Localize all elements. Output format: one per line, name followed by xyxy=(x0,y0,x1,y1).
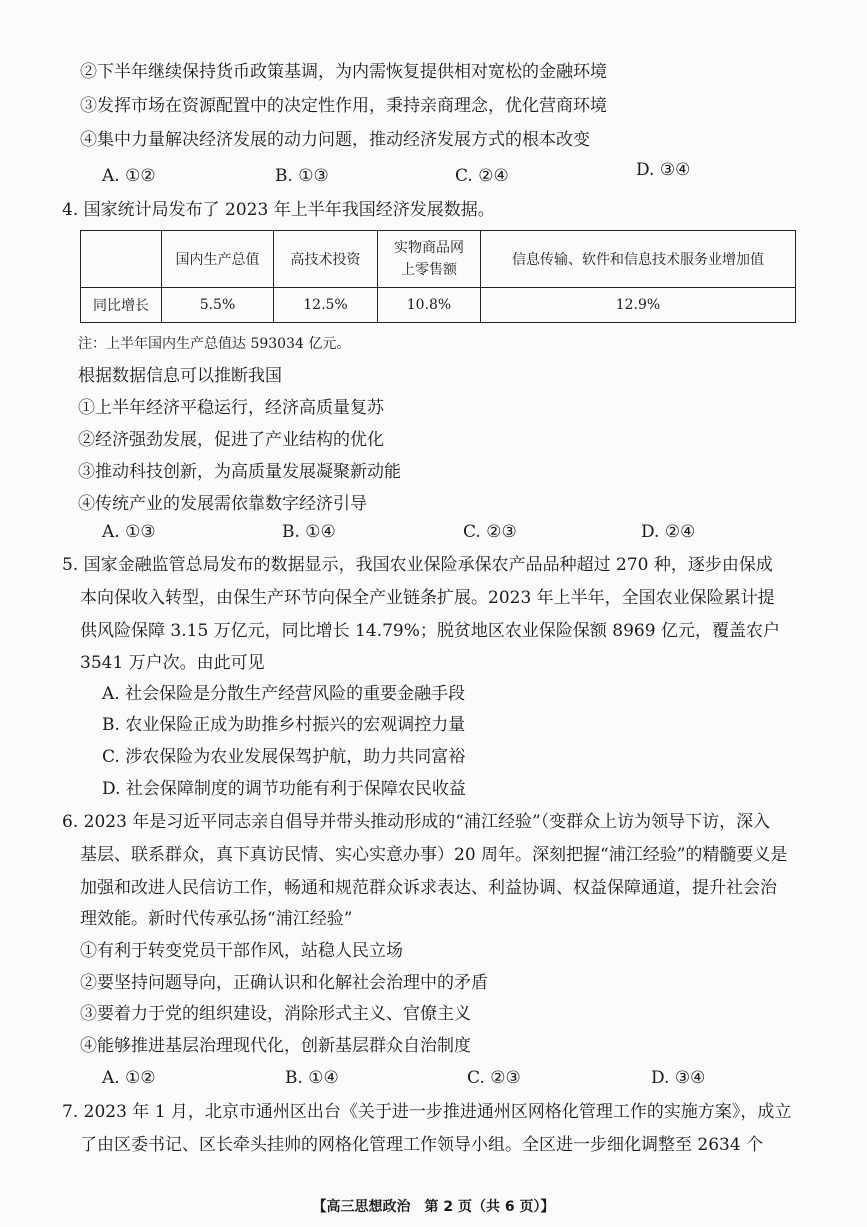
q5-line-2: 本向保收入转型，由保生产环节向保全产业链条扩展。2023 年上半年，全国农业保险累计提 xyxy=(80,588,775,608)
table-row xyxy=(81,288,796,323)
q3-option-d: D. ③④ xyxy=(636,160,691,180)
q4-option-c: C. ②③ xyxy=(463,522,517,542)
q6-option-a: A. ①② xyxy=(102,1068,156,1088)
table-cell-it-services: 12.9% xyxy=(481,288,796,323)
q3-item-3: ③发挥市场在资源配置中的决定性作用，秉持亲商理念，优化营商环境 xyxy=(80,96,607,116)
table-header-it-services: 信息传输、软件和信息技术服务业增加值 xyxy=(481,231,796,288)
q4-note: 注：上半年国内生产总值达 593034 亿元。 xyxy=(78,336,351,352)
q5-choice-a: A. 社会保险是分散生产经营风险的重要金融手段 xyxy=(102,684,466,704)
q4-data-table xyxy=(80,230,796,323)
q4-item-4: ④传统产业的发展需依靠数字经济引导 xyxy=(78,494,367,514)
q6-line-2: 基层、联系群众，真下真访民情、实心实意办事）20 周年。深刻把握“浦江经验”的精髓要义是 xyxy=(80,845,788,865)
table-header-gdp: 国内生产总值 xyxy=(162,231,274,288)
q4-options xyxy=(0,520,867,544)
q4-item-2: ②经济强劲发展，促进了产业结构的优化 xyxy=(78,430,384,450)
q7-line-2: 了由区委书记、区长牵头挂帅的网格化管理工作领导小组。全区进一步细化调整至 2634 个 xyxy=(80,1135,764,1155)
q6-line-4: 理效能。新时代传承弘扬“浦江经验” xyxy=(80,909,353,929)
q5-line-4: 3541 万户次。由此可见 xyxy=(80,653,265,673)
q4-lead: 根据数据信息可以推断我国 xyxy=(78,366,282,386)
q4-stem: 4. 国家统计局发布了 2023 年上半年我国经济发展数据。 xyxy=(62,200,495,220)
q4-item-1: ①上半年经济平稳运行，经济高质量复苏 xyxy=(78,398,384,418)
q6-option-b: B. ①④ xyxy=(285,1068,339,1088)
q6-options xyxy=(0,1066,867,1090)
table-header-row xyxy=(81,231,796,288)
q6-item-3: ③要着力于党的组织建设，消除形式主义、官僚主义 xyxy=(80,1004,471,1024)
q6-item-2: ②要坚持问题导向，正确认识和化解社会治理中的矛盾 xyxy=(80,973,488,993)
q3-item-2: ②下半年继续保持货币政策基调，为内需恢复提供相对宽松的金融环境 xyxy=(80,62,607,82)
q3-option-b: B. ①③ xyxy=(275,166,329,186)
q6-line-1: 6. 2023 年是习近平同志亲自倡导并带头推动形成的“浦江经验”（变群众上访为领导下访，深入 xyxy=(62,812,771,832)
q5-choice-c: C. 涉农保险为农业发展保驾护航，助力共同富裕 xyxy=(102,747,466,767)
q3-item-4: ④集中力量解决经济发展的动力问题，推动经济发展方式的根本改变 xyxy=(80,130,590,150)
table-header-retail-line2: 上零售额 xyxy=(401,262,457,278)
q3-options xyxy=(0,160,867,188)
q6-line-3: 加强和改进人民信访工作，畅通和规范群众诉求表达、利益协调、权益保障通道，提升社会治 xyxy=(80,878,777,898)
table-row-label: 同比增长 xyxy=(81,288,162,323)
q6-item-4: ④能够推进基层治理现代化，创新基层群众自治制度 xyxy=(80,1036,471,1056)
q3-option-a: A. ①② xyxy=(102,166,156,186)
q5-line-1: 5. 国家金融监管总局发布的数据显示，我国农业保险承保农产品品种超过 270 种，逐步由保成 xyxy=(62,555,773,575)
table-cell-retail: 10.8% xyxy=(378,288,481,323)
q3-option-c: C. ②④ xyxy=(455,166,509,186)
q5-line-3: 供风险保障 3.15 万亿元，同比增长 14.79%；脱贫地区农业保险保额 8969 亿元，覆盖农户 xyxy=(80,621,780,641)
table-cell-gdp: 5.5% xyxy=(162,288,274,323)
q4-item-3: ③推动科技创新，为高质量发展凝聚新动能 xyxy=(78,462,401,482)
table-cell-hitech: 12.5% xyxy=(274,288,378,323)
q6-option-d: D. ③④ xyxy=(651,1068,706,1088)
q5-choice-d: D. 社会保障制度的调节功能有利于保障农民收益 xyxy=(102,779,466,799)
q4-option-a: A. ①③ xyxy=(102,522,156,542)
table-header-retail xyxy=(378,231,481,288)
page-footer: 【高三思想政治 第 2 页（共 6 页）】 xyxy=(312,1199,555,1215)
q6-option-c: C. ②③ xyxy=(467,1068,521,1088)
q5-choice-b: B. 农业保险正成为助推乡村振兴的宏观调控力量 xyxy=(102,715,466,735)
table-header-hitech: 高技术投资 xyxy=(274,231,378,288)
table-header-retail-line1: 实物商品网 xyxy=(394,240,464,256)
table-header-empty xyxy=(81,231,162,288)
q6-item-1: ①有利于转变党员干部作风，站稳人民立场 xyxy=(80,941,403,961)
q7-line-1: 7. 2023 年 1 月，北京市通州区出台《关于进一步推进通州区网格化管理工作的实施方案》，成立 xyxy=(62,1102,792,1122)
q4-option-d: D. ②④ xyxy=(641,522,696,542)
q4-option-b: B. ①④ xyxy=(282,522,336,542)
